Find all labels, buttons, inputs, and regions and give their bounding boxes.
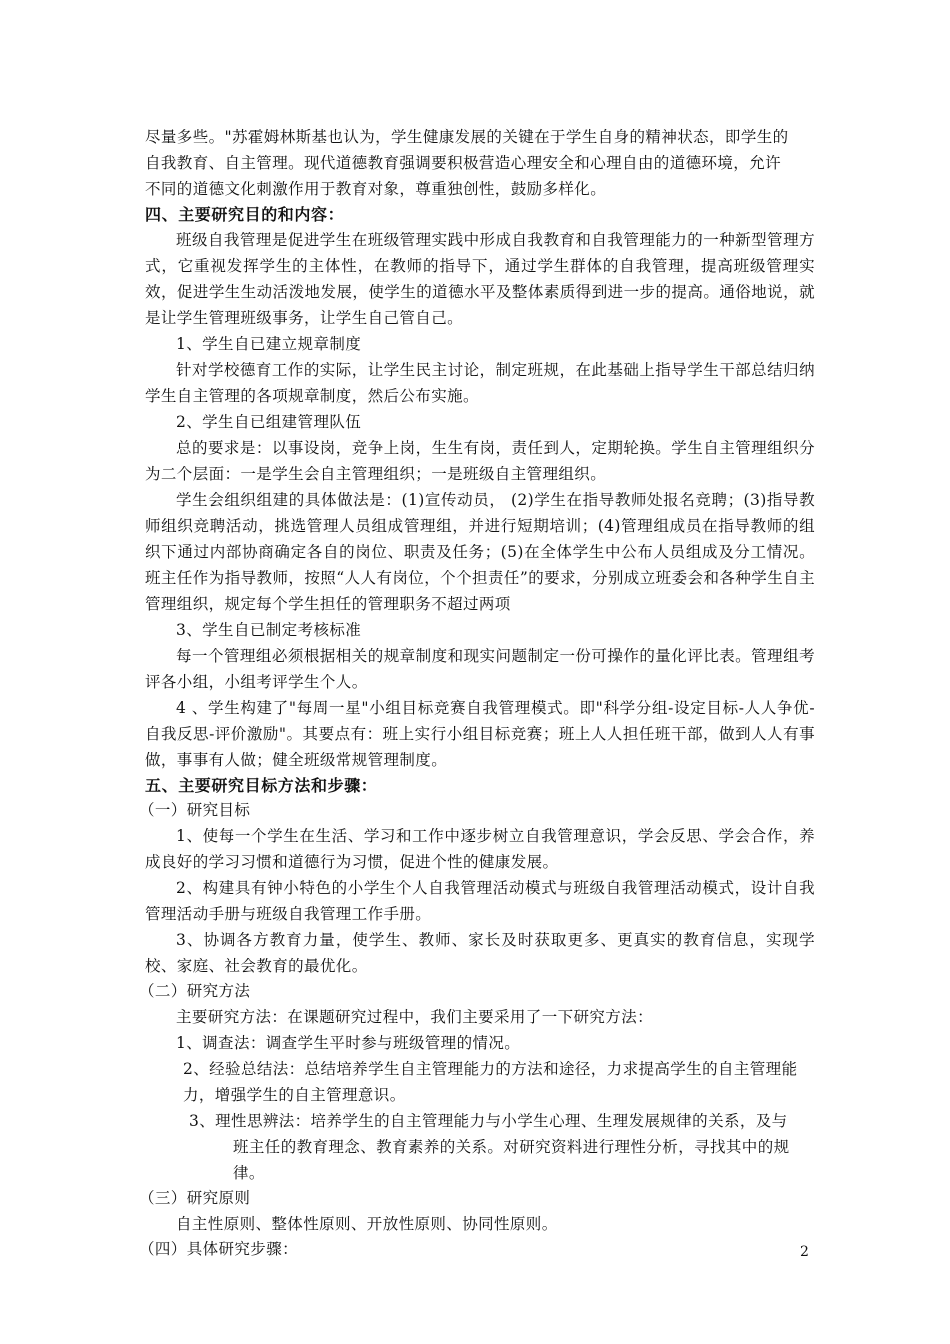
subsection-methods-heading: （二）研究方法 [139, 982, 251, 1000]
item-2-text-1: 总的要求是：以事设岗，竞争上岗，生生有岗，责任到人，定期轮换。学生自主管理组织分为二个层面：一是学生会自主管理组织；一是班级自主管理组织。 [145, 439, 815, 483]
method-1: 1、调查法：调查学生平时参与班级管理的情况。 [176, 1034, 521, 1052]
goal-3: 3、协调各方教育力量，使学生、教师、家长及时获取更多、更真实的教育信息，实现学校、家庭、社会教育的最优化。 [145, 931, 815, 975]
subsection-steps-heading: （四）具体研究步骤： [139, 1240, 299, 1258]
section-5-heading: 五、主要研究目标方法和步骤： [145, 776, 378, 795]
intro-line-2: 自我教育、自主管理。现代道德教育强调要积极营造心理安全和心理自由的道德环境，允许 [145, 154, 782, 172]
goal-2: 2、构建具有钟小特色的小学生个人自我管理活动模式与班级自我管理活动模式，设计自我管理活动手册与班级自我管理工作手册。 [145, 879, 815, 923]
item-1-title: 1、学生自已建立规章制度 [176, 335, 362, 353]
page-number: 2 [800, 1244, 809, 1260]
section-4-heading: 四、主要研究目的和内容： [145, 205, 345, 224]
intro-line-1: 尽量多些。"苏霍姆林斯基也认为，学生健康发展的关键在于学生自身的精神状态，即学生的 [145, 128, 789, 146]
principles-text: 自主性原则、整体性原则、开放性原则、协同性原则。 [176, 1215, 558, 1233]
item-3-text: 每一个管理组必须根据相关的规章制度和现实问题制定一份可操作的量化评比表。管理组考评各小组，小组考评学生个人。 [145, 647, 815, 691]
method-2-line-1: 2、经验总结法：总结培养学生自主管理能力的方法和途径，力求提高学生的自主管理能 [183, 1060, 798, 1078]
item-1-text: 针对学校德育工作的实际，让学生民主讨论，制定班规，在此基础上指导学生干部总结归纳学生自主管理的各项规章制度，然后公布实施。 [145, 361, 815, 405]
item-2-text-2: 学生会组织组建的具体做法是：(1)宣传动员， (2)学生在指导教师处报名竞聘；(3)指导教师组织竞聘活动，挑选管理人员组成管理组，并进行短期培训；(4)管理组成员在指导教师的组织下通过内部协商确定各自的岗位、职责及任务；(5)在全体学生中公布人员组成及分工情况。班主任作为指导教师，按照“人人有岗位，个个担责任”的要求，分别成立班委会和各种学生自主管理组织，规定每个学生担任的管理职务不超过两项 [145, 491, 815, 613]
methods-intro: 主要研究方法：在课题研究过程中，我们主要采用了一下研究方法： [176, 1008, 654, 1026]
method-3-line-1: 3、理性思辨法：培养学生的自主管理能力与小学生心理、生理发展规律的关系，及与 [189, 1112, 788, 1130]
intro-line-3: 不同的道德文化刺激作用于教育对象，尊重独创性，鼓励多样化。 [145, 180, 607, 198]
goal-1: 1、使每一个学生在生活、学习和工作中逐步树立自我管理意识，学会反思、学会合作，养成良好的学习习惯和道德行为习惯，促进个性的健康发展。 [145, 827, 815, 871]
method-3-line-3: 律。 [233, 1164, 265, 1182]
item-4-text: 4 、学生构建了"每周一星"小组目标竞赛自我管理模式。即"科学分组-设定目标-人人争优-自我反思-评价激励"。其要点有：班上实行小组目标竞赛；班上人人担任班干部，做到人人有事做，事事有人做；健全班级常规管理制度。 [145, 699, 815, 769]
subsection-principles-heading: （三）研究原则 [139, 1189, 251, 1207]
section-4-paragraph: 班级自我管理是促进学生在班级管理实践中形成自我教育和自我管理能力的一种新型管理方式，它重视发挥学生的主体性，在教师的指导下，通过学生群体的自我管理，提高班级管理实效，促进学生生动活泼地发展，使学生的道德水平及整体素质得到进一步的提高。通俗地说，就是让学生管理班级事务，让学生自己管自己。 [145, 231, 815, 327]
method-3 [145, 1108, 815, 1186]
page-body [139, 124, 815, 1262]
method-2-line-2: 力，增强学生的自主管理意识。 [183, 1086, 406, 1104]
method-2 [145, 1056, 815, 1108]
item-3-title: 3、学生自已制定考核标准 [176, 621, 362, 639]
method-3-line-2: 班主任的教育理念、教育素养的关系。对研究资料进行理性分析，寻找其中的规 [233, 1138, 790, 1156]
item-2-title: 2、学生自已组建管理队伍 [176, 413, 362, 431]
subsection-goals-heading: （一）研究目标 [139, 801, 251, 819]
